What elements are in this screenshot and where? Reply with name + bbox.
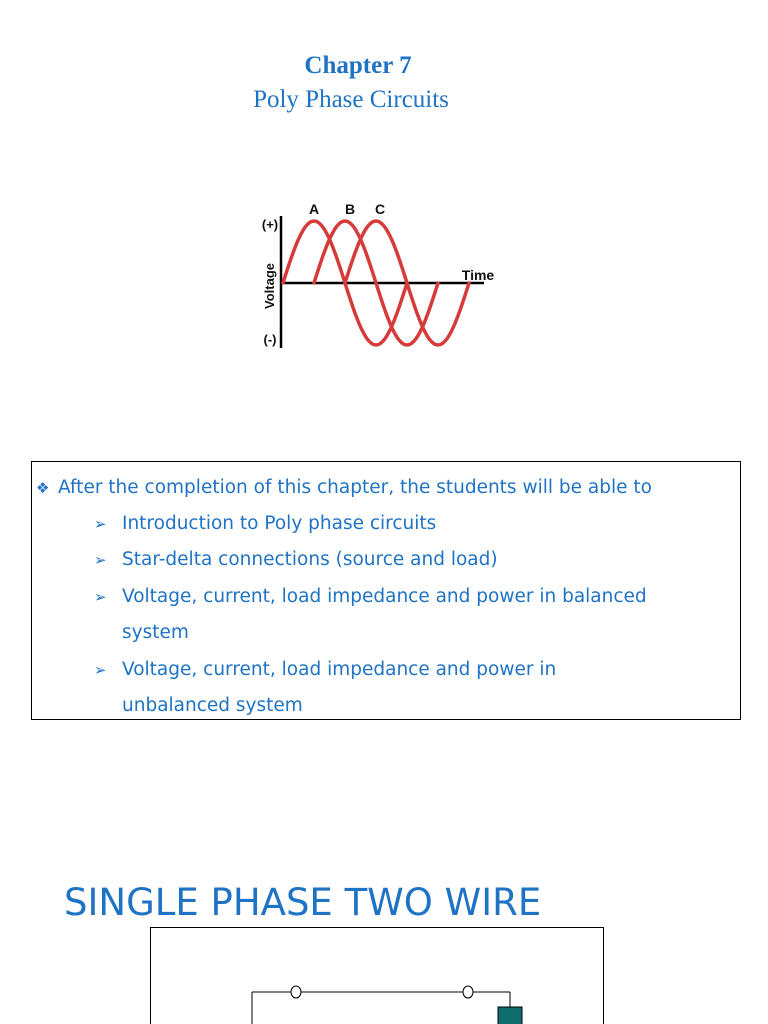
phase-label-a: A <box>308 201 320 217</box>
objective-text: Voltage, current, load impedance and power in balanced <box>122 586 647 607</box>
phase-label-c: C <box>374 201 386 217</box>
load-block <box>498 1007 522 1024</box>
objective-text: Star-delta connections (source and load) <box>122 549 498 570</box>
negative-label: (-) <box>263 332 277 347</box>
objective-item <box>94 548 498 572</box>
objectives-lead-text: After the completion of this chapter, the students will be able to <box>58 477 652 498</box>
single-phase-circuit-diagram <box>150 927 604 1024</box>
chapter-subtitle: Poly Phase Circuits <box>253 86 449 113</box>
circuit-frame <box>151 928 604 1024</box>
arrow-bullet-icon: ➢ <box>94 661 107 679</box>
arrow-bullet-icon: ➢ <box>94 588 107 606</box>
voltage-axis-label: Voltage <box>262 263 277 309</box>
section-title: SINGLE PHASE TWO WIRE <box>64 881 542 924</box>
time-axis-label: Time <box>461 267 495 283</box>
objective-text-continued: system <box>122 622 189 643</box>
chapter-title: Chapter 7 <box>304 52 412 79</box>
objective-item <box>94 658 556 682</box>
arrow-bullet-icon: ➢ <box>94 515 107 533</box>
objective-text-continued: unbalanced system <box>122 695 303 716</box>
objective-item <box>94 585 647 609</box>
objective-text: Introduction to Poly phase circuits <box>122 513 437 534</box>
arrow-bullet-icon: ➢ <box>94 551 107 569</box>
terminal-node <box>463 986 473 998</box>
terminal-node <box>291 986 301 998</box>
objective-text: Voltage, current, load impedance and power in <box>122 659 557 680</box>
diamond-bullet-icon: ❖ <box>36 479 50 497</box>
positive-label: (+) <box>261 217 279 232</box>
objectives-lead <box>36 476 652 500</box>
three-phase-waveform <box>252 198 504 352</box>
phase-label-b: B <box>344 201 356 217</box>
objective-item <box>94 512 436 536</box>
